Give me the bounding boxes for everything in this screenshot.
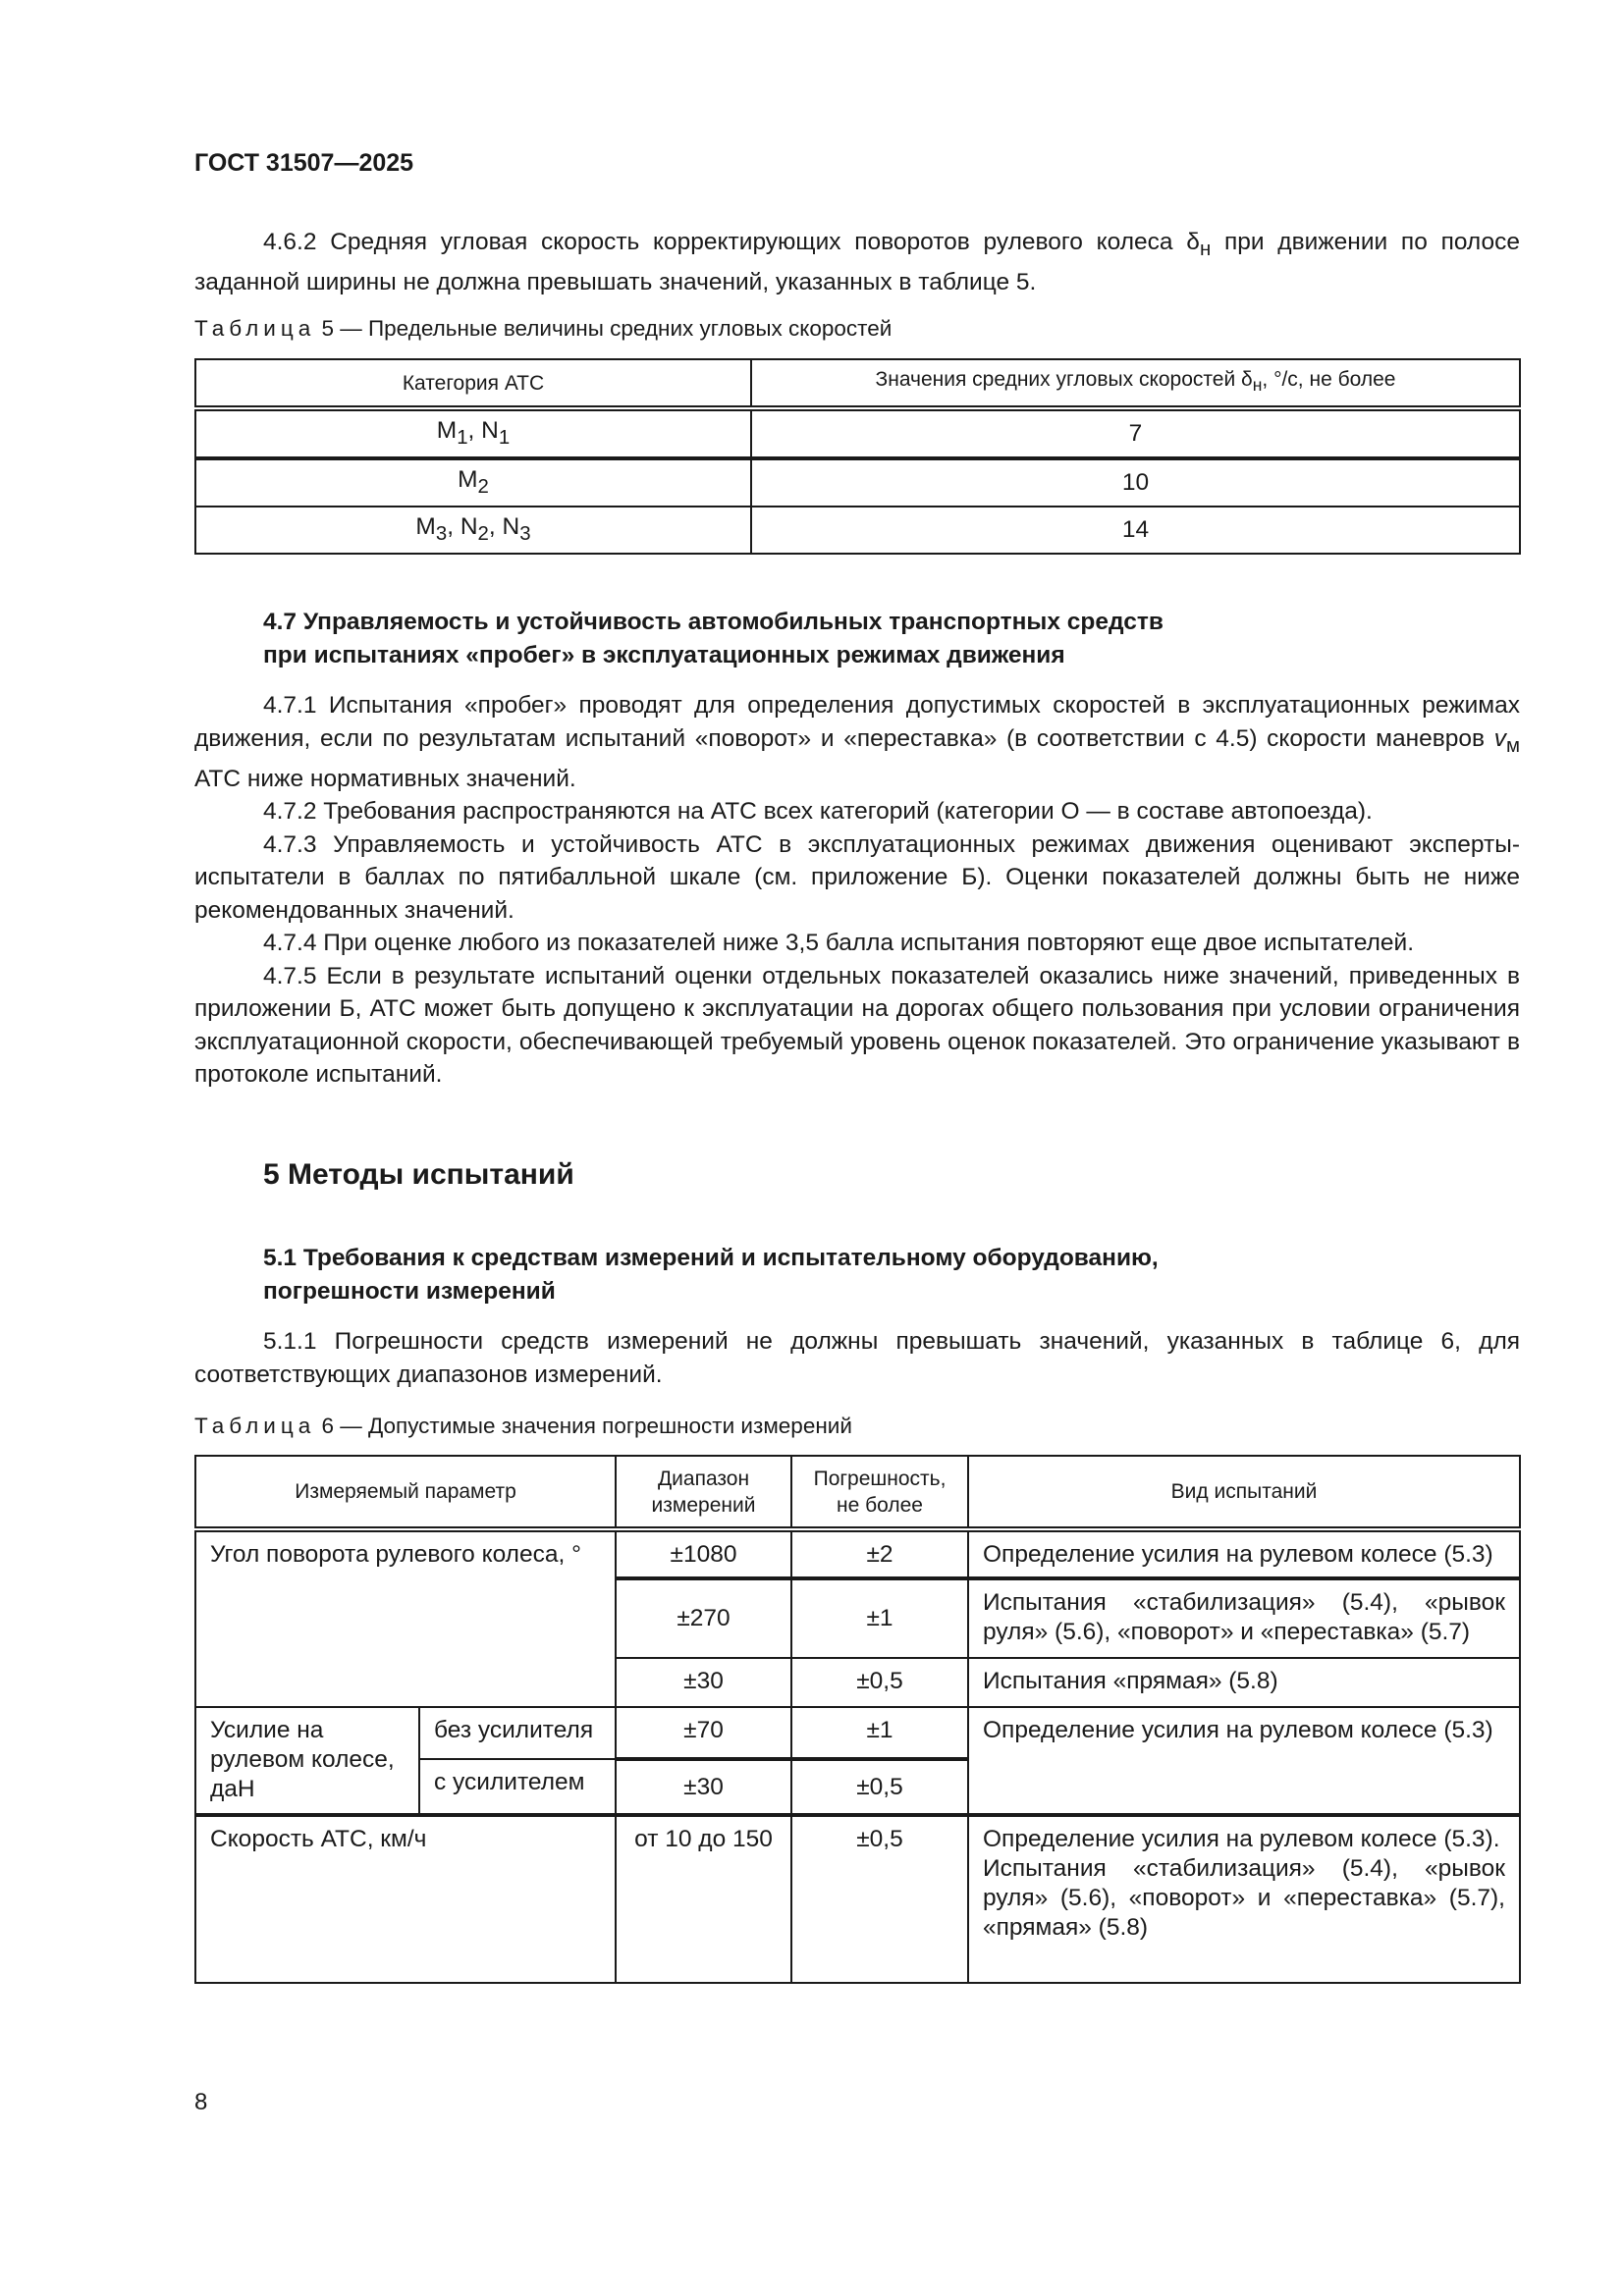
caption-word: Таблица (194, 316, 316, 341)
s: 3 (519, 522, 531, 545)
error-cell: ±0,5 (791, 1759, 968, 1815)
s: 2 (477, 522, 489, 545)
text: 5.1.1 Погрешности средств измерений не должны превышать значений, указанных в таблице 6, для соответствующих диапазонов измерений. (194, 1328, 1520, 1388)
t: N (502, 512, 520, 540)
t: N (481, 416, 499, 444)
t: АТС ниже нормативных значений. (194, 765, 576, 792)
category-cell: $M_3$, $N_2$, $N_3$ (195, 507, 751, 554)
range-cell: ±270 (616, 1578, 791, 1658)
table-row (195, 1707, 1520, 1759)
test-cell: Испытания «стабилизация» (5.4), «рывок руля» (5.6), «поворот» и «переставка» (5.7) (968, 1578, 1520, 1658)
parameter-cell: Угол поворота рулевого колеса, ° (195, 1529, 616, 1707)
caption-text: 5 — Предельные величины средних угловых скоростей (315, 316, 893, 341)
test-cell: Определение усилия на рулевом колесе (5.3) (968, 1529, 1520, 1578)
paragraph-5-1-1 (194, 1325, 1520, 1391)
category-cell (195, 458, 751, 507)
table-row (195, 507, 1520, 554)
category-cell: $M_1$, $N_1$ (195, 408, 751, 458)
header-test-type: Вид испытаний (968, 1456, 1520, 1529)
value-cell: 14 (751, 507, 1520, 554)
error-cell: ±0,5 (791, 1658, 968, 1707)
text: Значения средних угловых скоростей δ (875, 368, 1253, 392)
s: 2 (477, 475, 489, 498)
table-header-row (195, 359, 1520, 408)
test-cell: Испытания «прямая» (5.8) (968, 1658, 1520, 1707)
heading-line: погрешности измерений (263, 1278, 556, 1305)
subscript: н (1252, 375, 1263, 396)
caption-text: 6 — Допустимые значения погрешности измерений (315, 1414, 852, 1438)
t: N (460, 512, 478, 540)
paragraph-4-7-2: 4.7.2 Требования распространяются на АТС всех категорий (категории О — в составе автопоезда). (263, 798, 1373, 826)
section-4-7-body (194, 689, 1520, 1092)
table6-caption (194, 1414, 1520, 1439)
header-error: Погрешность, не более (791, 1456, 968, 1529)
table-row (195, 408, 1520, 458)
error-cell: ±1 (791, 1707, 968, 1759)
parameter-cell: Усилие на рулевом колесе, даН (195, 1707, 419, 1815)
paragraph-4-6-2 (194, 226, 1520, 299)
value-cell: 7 (751, 408, 1520, 458)
header-category: Категория АТС (195, 359, 751, 408)
subparameter-cell: с усилителем (419, 1759, 616, 1815)
heading-line: 4.7 Управляемость и устойчивость автомобильных транспортных средств (263, 609, 1164, 635)
range-cell: ±1080 (616, 1529, 791, 1578)
text: , °/с, не более (1262, 368, 1396, 392)
table5-caption (194, 316, 1520, 342)
t: v (1493, 724, 1506, 752)
error-cell: ±1 (791, 1578, 968, 1658)
header-range: Диапазон измерений (616, 1456, 791, 1529)
header-values (751, 359, 1520, 408)
range-cell: от 10 до 150 (616, 1815, 791, 1983)
t: 4.7.1 Испытания «пробег» проводят для определения допустимых скоростей в эксплуатационных режимах движения, если по результатам испытаний «поворот» и «переставка» (в соответствии с 4.5) скорости маневров (194, 692, 1520, 752)
paragraph-4-7-4: 4.7.4 При оценке любого из показателей ниже 3,5 балла испытания повторяют еще двое испытателей. (263, 930, 1415, 957)
t: M (415, 512, 436, 540)
text: при движении по полосе заданной ширины не должна превышать значений, указанных в таблице 5. (194, 229, 1520, 296)
test-cell (968, 1815, 1520, 1983)
range-cell: ±70 (616, 1707, 791, 1759)
t: M (458, 465, 478, 493)
range-cell: ±30 (616, 1759, 791, 1815)
subparameter-cell: без усилителя (419, 1707, 616, 1759)
text: 4.6.2 Средняя угловая скорость корректирующих поворотов рулевого колеса δ (263, 229, 1200, 255)
section-5-heading: 5 Методы испытаний (263, 1158, 574, 1191)
test-line: Испытания «стабилизация» (5.4), «рывок руля» (5.6), «поворот» и «переставка» (5.7), «прямая» (5.8) (983, 1855, 1505, 1941)
s: 3 (435, 522, 448, 545)
document-header: ГОСТ 31507—2025 (194, 149, 414, 177)
error-cell: ±0,5 (791, 1815, 968, 1983)
table5 (194, 358, 1521, 555)
paragraph-4-7-5: 4.7.5 Если в результате испытаний оценки отдельных показателей оказались ниже значений, приведенных в приложении Б, АТС может быть допущено к эксплуатации на дорогах общего пользования при условии ограничения эксплуатационной скорости, обеспечивающей требуемый уровень оценок показателей. Это ограничение указывают в протоколе испытаний. (194, 962, 1520, 1089)
heading-line: 5.1 Требования к средствам измерений и испытательному оборудованию, (263, 1245, 1159, 1271)
header-parameter: Измеряемый параметр (195, 1456, 616, 1529)
s: 1 (457, 426, 468, 449)
table-row (195, 458, 1520, 507)
caption-word: Таблица (194, 1414, 316, 1438)
table-row (195, 1815, 1520, 1983)
paragraph-4-7-3: 4.7.3 Управляемость и устойчивость АТС в эксплуатационных режимах движения оценивают эксперты-испытатели в баллах по пятибалльной шкале (см. приложение Б). Оценки показателей должны быть не ниже рекомендованных значений. (194, 830, 1520, 924)
table-row (195, 1529, 1520, 1578)
section-4-7-heading (263, 606, 1441, 672)
s: 1 (498, 426, 511, 449)
subscript: н (1199, 238, 1212, 260)
parameter-cell: Скорость АТС, км/ч (195, 1815, 616, 1983)
paragraph-4-7-1 (194, 689, 1520, 795)
heading-line: при испытаниях «пробег» в эксплуатационных режимах движения (263, 642, 1065, 668)
error-cell: ±2 (791, 1529, 968, 1578)
range-cell: ±30 (616, 1658, 791, 1707)
page-number: 8 (194, 2089, 208, 2115)
table-header-row (195, 1456, 1520, 1529)
table6 (194, 1455, 1521, 1984)
test-cell: Определение усилия на рулевом колесе (5.3) (968, 1707, 1520, 1815)
test-line: Определение усилия на рулевом колесе (5.3). (983, 1826, 1500, 1852)
value-cell: 10 (751, 458, 1520, 507)
section-5-1-heading (263, 1242, 1441, 1308)
t: M (436, 416, 458, 444)
s: м (1505, 734, 1520, 757)
